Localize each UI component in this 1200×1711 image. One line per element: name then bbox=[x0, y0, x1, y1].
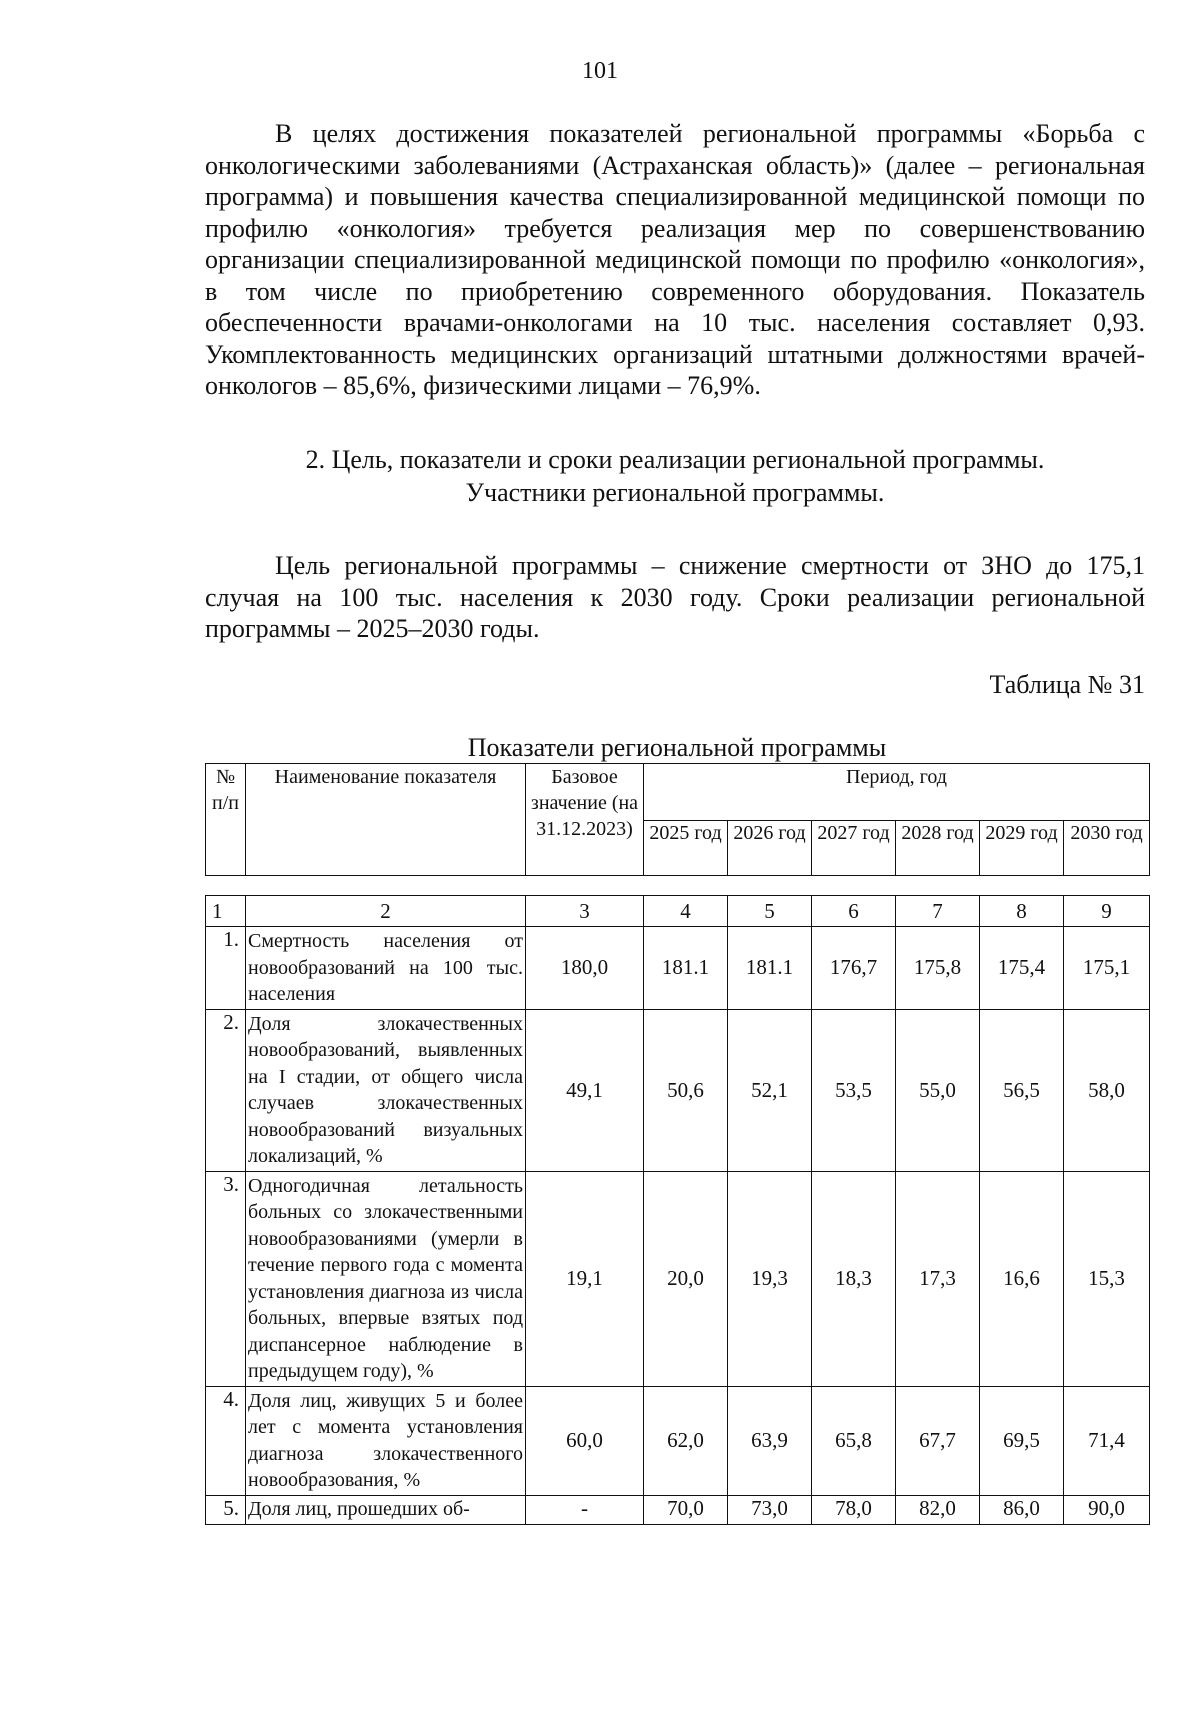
row-base: 49,1 bbox=[526, 1009, 644, 1171]
row-base: - bbox=[526, 1495, 644, 1524]
row-value: 70,0 bbox=[644, 1495, 728, 1524]
row-value: 55,0 bbox=[896, 1009, 980, 1171]
row-value: 90,0 bbox=[1064, 1495, 1150, 1524]
row-value: 78,0 bbox=[812, 1495, 896, 1524]
column-index: 9 bbox=[1064, 896, 1150, 927]
column-index: 8 bbox=[980, 896, 1064, 927]
row-value: 176,7 bbox=[812, 927, 896, 1010]
column-index: 1 bbox=[206, 896, 246, 927]
table-row bbox=[206, 1171, 1150, 1386]
header-year: 2028 год bbox=[896, 821, 980, 876]
row-num: 2. bbox=[206, 1009, 246, 1171]
column-index: 2 bbox=[246, 896, 526, 927]
row-value: 16,6 bbox=[980, 1171, 1064, 1386]
row-name: Смертность населения от новообразований на 100 тыс. населения bbox=[246, 927, 526, 1010]
table-caption: Показатели региональной программы bbox=[467, 733, 887, 762]
row-value: 71,4 bbox=[1064, 1386, 1150, 1495]
row-value: 86,0 bbox=[980, 1495, 1064, 1524]
header-year: 2025 год bbox=[644, 821, 728, 876]
column-index: 6 bbox=[812, 896, 896, 927]
column-index: 5 bbox=[728, 896, 812, 927]
header-year: 2026 год bbox=[728, 821, 812, 876]
header-period: Период, год bbox=[644, 764, 1150, 821]
row-value: 19,3 bbox=[728, 1171, 812, 1386]
header-num: № п/п bbox=[206, 764, 246, 876]
row-base: 19,1 bbox=[526, 1171, 644, 1386]
table-row bbox=[206, 1495, 1150, 1524]
row-base: 180,0 bbox=[526, 927, 644, 1010]
header-base: Базовое значение (на 31.12.2023) bbox=[526, 764, 644, 876]
page-number: 101 bbox=[582, 58, 618, 84]
row-value: 18,3 bbox=[812, 1171, 896, 1386]
row-value: 82,0 bbox=[896, 1495, 980, 1524]
section-title-line-1: 2. Цель, показатели и сроки реализации региональной программы. bbox=[305, 445, 1045, 474]
row-value: 20,0 bbox=[644, 1171, 728, 1386]
row-value: 58,0 bbox=[1064, 1009, 1150, 1171]
header-name: Наименование показателя bbox=[246, 764, 526, 876]
row-value: 65,8 bbox=[812, 1386, 896, 1495]
row-value: 56,5 bbox=[980, 1009, 1064, 1171]
row-value: 15,3 bbox=[1064, 1171, 1150, 1386]
section-title-line-2: Участники региональной программы. bbox=[465, 478, 885, 507]
column-index: 7 bbox=[896, 896, 980, 927]
row-num: 1. bbox=[206, 927, 246, 1010]
row-name: Доля злокачественных новообразований, выявленных на I стадии, от общего числа случаев злокачественных новообразований визуальных локализаций, % bbox=[246, 1009, 526, 1171]
header-year: 2030 год bbox=[1064, 821, 1150, 876]
row-value: 175,8 bbox=[896, 927, 980, 1010]
row-value: 50,6 bbox=[644, 1009, 728, 1171]
column-index: 3 bbox=[526, 896, 644, 927]
row-value: 69,5 bbox=[980, 1386, 1064, 1495]
goal-paragraph: Цель региональной программы – снижение смертности от ЗНО до 175,1 случая на 100 тыс. населения к 2030 году. Сроки реализации региональной программы – 2025–2030 годы. bbox=[205, 551, 1145, 643]
row-value: 17,3 bbox=[896, 1171, 980, 1386]
column-index-row bbox=[206, 896, 1150, 927]
indicators-table-header bbox=[205, 763, 1150, 876]
row-name: Одногодичная летальность больных со злокачественными новообразованиями (умерли в течение первого года с момента установления диагноза из числа больных, впервые взятых под диспансерное наблюдение в предыдущем году), % bbox=[246, 1171, 526, 1386]
column-index: 4 bbox=[644, 896, 728, 927]
table-row bbox=[206, 1386, 1150, 1495]
intro-paragraph: В целях достижения показателей региональной программы «Борьба с онкологическими заболеваниями (Астраханская область)» (далее – региональная программа) и повышения качества специализированной медицинской помощи по профилю «онкология» требуется реализация мер по совершенствованию организации специализированной медицинской помощи по профилю «онкология», в том числе по приобретению современного оборудования. Показатель обеспеченности врачами-онкологами на 10 тыс. населения составляет 0,93. Укомплектованность медицинских организаций штатными должностями врачей-онкологов – 85,6%, физическими лицами – 76,9%. bbox=[205, 119, 1145, 400]
row-value: 175,1 bbox=[1064, 927, 1150, 1010]
row-num: 5. bbox=[206, 1495, 246, 1524]
row-base: 60,0 bbox=[526, 1386, 644, 1495]
section-title bbox=[205, 443, 1145, 509]
header-year: 2027 год bbox=[812, 821, 896, 876]
row-name: Доля лиц, прошедших об- bbox=[246, 1495, 526, 1524]
table-number: Таблица № 31 bbox=[989, 670, 1145, 699]
row-name: Доля лиц, живущих 5 и более лет с момента установления диагноза злокачественного новообразования, % bbox=[246, 1386, 526, 1495]
header-year: 2029 год bbox=[980, 821, 1064, 876]
row-value: 181.1 bbox=[728, 927, 812, 1010]
row-num: 4. bbox=[206, 1386, 246, 1495]
table-row bbox=[206, 1009, 1150, 1171]
table-row bbox=[206, 927, 1150, 1010]
row-value: 67,7 bbox=[896, 1386, 980, 1495]
row-value: 181.1 bbox=[644, 927, 728, 1010]
row-value: 175,4 bbox=[980, 927, 1064, 1010]
row-value: 63,9 bbox=[728, 1386, 812, 1495]
row-value: 62,0 bbox=[644, 1386, 728, 1495]
row-value: 53,5 bbox=[812, 1009, 896, 1171]
row-num: 3. bbox=[206, 1171, 246, 1386]
row-value: 52,1 bbox=[728, 1009, 812, 1171]
indicators-table bbox=[205, 895, 1150, 1525]
row-value: 73,0 bbox=[728, 1495, 812, 1524]
